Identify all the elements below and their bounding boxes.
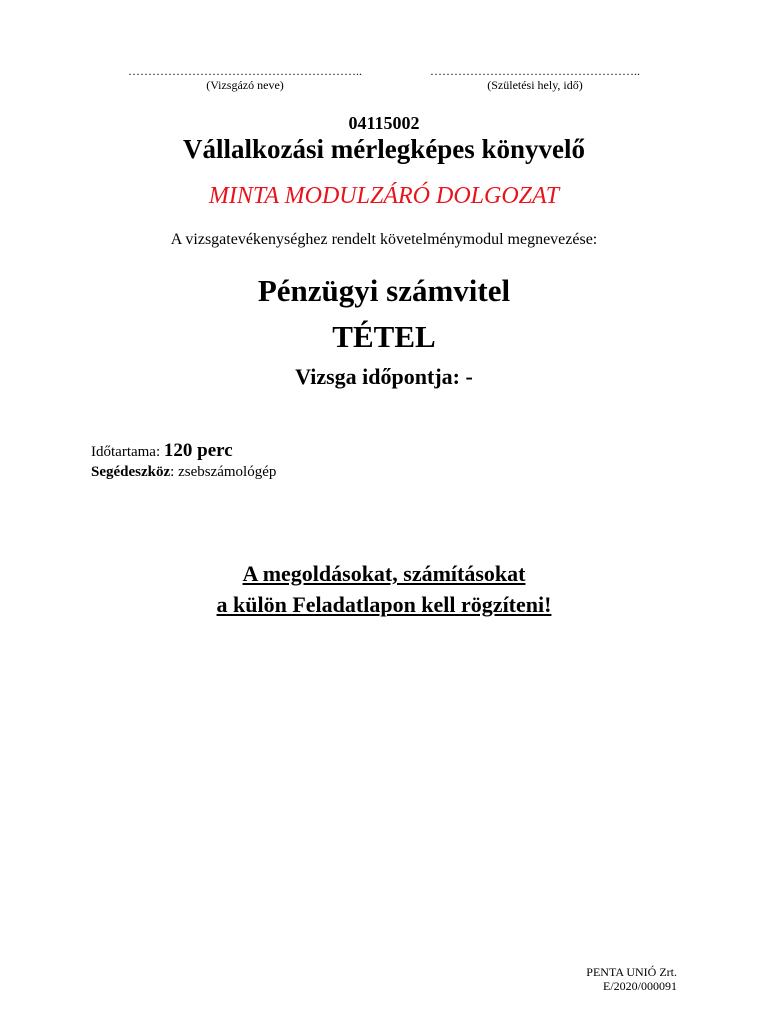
instruction-line-2: a külön Feladatlapon kell rögzíteni! bbox=[216, 592, 552, 617]
qualification-title: Vállalkozási mérlegképes könyvelő bbox=[183, 134, 585, 164]
module-name: Pénzügyi számvitel bbox=[257, 273, 511, 308]
duration-value: 120 perc bbox=[163, 440, 233, 461]
tools-value: : zsebszámológép bbox=[170, 464, 277, 480]
duration-line bbox=[91, 440, 233, 462]
publisher-name: PENTA UNIÓ Zrt. bbox=[586, 965, 677, 979]
candidate-name-label: (Vizsgázó neve) bbox=[206, 78, 284, 92]
birth-place-date-label: (Születési hely, idő) bbox=[487, 78, 583, 92]
candidate-name-dots: ………………………………………………….. bbox=[128, 64, 362, 78]
duration-label: Időtartama: bbox=[91, 444, 164, 460]
item-heading: TÉTEL bbox=[332, 319, 436, 354]
candidate-name-field bbox=[100, 64, 390, 92]
approval-number: E/2020/000091 bbox=[603, 979, 677, 993]
tools-label: Segédeszköz bbox=[91, 464, 171, 480]
exam-date: Vizsga időpontja: - bbox=[295, 364, 473, 389]
instruction-line-1: A megoldásokat, számításokat bbox=[242, 561, 526, 586]
module-intro-text: A vizsgatevékenységhez rendelt követelménymodul megnevezése: bbox=[170, 231, 598, 248]
birth-place-date-dots: …………………………………………….. bbox=[430, 64, 640, 78]
sample-exam-title: MINTA MODULZÁRÓ DOLGOZAT bbox=[208, 183, 560, 209]
tools-line bbox=[91, 464, 276, 481]
birth-place-date-field bbox=[410, 64, 660, 92]
qualification-code: 04115002 bbox=[348, 113, 420, 133]
